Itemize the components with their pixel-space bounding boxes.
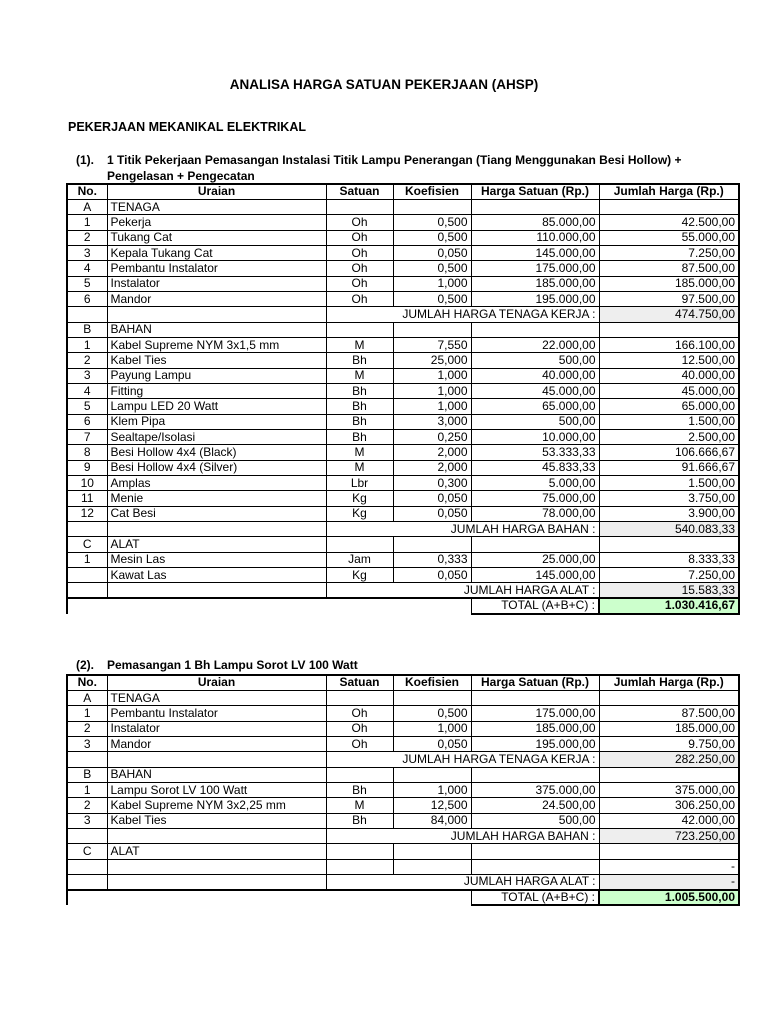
table-cell: 12 (67, 506, 107, 521)
group-label: BAHAN (107, 767, 326, 782)
table-cell: 0,050 (393, 506, 471, 521)
total-label: TOTAL (A+B+C) : (471, 890, 599, 905)
group-code: C (67, 844, 107, 859)
group-label: ALAT (107, 537, 326, 552)
table-cell: 185.000,00 (471, 276, 599, 291)
table-row (67, 383, 739, 398)
subtotal-row (67, 583, 739, 598)
subtotal-label: JUMLAH HARGA BAHAN : (326, 522, 599, 537)
empty-cell (393, 844, 471, 859)
table-cell: Amplas (107, 476, 326, 491)
table-cell: 40.000,00 (599, 368, 739, 383)
empty-cell (67, 752, 107, 767)
table-cell: Payung Lampu (107, 368, 326, 383)
table-cell: 12.500,00 (599, 353, 739, 368)
column-header: Jumlah Harga (Rp.) (599, 675, 739, 690)
table-cell: 1,000 (393, 276, 471, 291)
table-cell: 375.000,00 (471, 782, 599, 797)
page-subtitle: PEKERJAAN MEKANIKAL ELEKTRIKAL (68, 120, 306, 134)
table-cell: 1 (67, 706, 107, 721)
empty-cell (107, 752, 326, 767)
column-header: No. (67, 184, 107, 199)
table-row (67, 552, 739, 567)
table-cell: 24.500,00 (471, 798, 599, 813)
table-cell: 65.000,00 (471, 399, 599, 414)
subtotal-row (67, 752, 739, 767)
table-cell: 87.500,00 (599, 261, 739, 276)
table-row (67, 460, 739, 475)
subtotal-value: 723.250,00 (599, 828, 739, 843)
table-cell: 1,000 (393, 383, 471, 398)
table-row (67, 813, 739, 828)
table-cell: 1,000 (393, 721, 471, 736)
table-cell: 185.000,00 (599, 276, 739, 291)
table-cell: 53.333,33 (471, 445, 599, 460)
column-header: Satuan (326, 184, 393, 199)
table-row (67, 245, 739, 260)
table-cell: 1,000 (393, 368, 471, 383)
table-cell: 375.000,00 (599, 782, 739, 797)
table-cell: 3 (67, 813, 107, 828)
table-cell: Pekerja (107, 215, 326, 230)
table-row (67, 215, 739, 230)
table-row (67, 337, 739, 352)
table-cell (67, 568, 107, 583)
table-cell: 22.000,00 (471, 337, 599, 352)
table-cell: 0,050 (393, 568, 471, 583)
empty-cell (471, 322, 599, 337)
table-cell: 500,00 (471, 813, 599, 828)
subtotal-label: JUMLAH HARGA ALAT : (326, 874, 599, 889)
subtotal-label: JUMLAH HARGA TENAGA KERJA : (326, 752, 599, 767)
table-cell: 9 (67, 460, 107, 475)
table-cell: Pembantu Instalator (107, 261, 326, 276)
group-code: B (67, 767, 107, 782)
table-cell: 1 (67, 337, 107, 352)
empty-cell (393, 537, 471, 552)
table-cell: Kabel Ties (107, 813, 326, 828)
table-cell: 25,000 (393, 353, 471, 368)
section-title-line: 1 Titik Pekerjaan Pemasangan Instalasi Titik Lampu Penerangan (Tiang Menggunakan Besi Hollow) + (107, 153, 682, 167)
section-number: (2). (76, 658, 94, 672)
empty-cell (67, 598, 471, 613)
table-cell: 166.100,00 (599, 337, 739, 352)
empty-cell (393, 767, 471, 782)
section-1-heading (76, 152, 682, 183)
empty-cell (107, 522, 326, 537)
table-cell: 6 (67, 291, 107, 306)
subtotal-value: 15.583,33 (599, 583, 739, 598)
table-cell: Bh (326, 383, 393, 398)
total-value: 1.005.500,00 (599, 890, 739, 905)
group-code: A (67, 199, 107, 214)
empty-cell (326, 199, 393, 214)
total-label: TOTAL (A+B+C) : (471, 598, 599, 613)
table-cell: Oh (326, 230, 393, 245)
group-code: C (67, 537, 107, 552)
table-row (67, 291, 739, 306)
table-cell: 65.000,00 (599, 399, 739, 414)
subtotal-label: JUMLAH HARGA TENAGA KERJA : (326, 307, 599, 322)
table-cell: M (326, 337, 393, 352)
table-cell: 1.500,00 (599, 476, 739, 491)
table-row (67, 568, 739, 583)
subtotal-row (67, 522, 739, 537)
table-cell: Bh (326, 430, 393, 445)
subtotal-value: - (599, 874, 739, 889)
table-cell: M (326, 368, 393, 383)
table-cell: 185.000,00 (471, 721, 599, 736)
table-cell: 0,500 (393, 230, 471, 245)
empty-cell (471, 767, 599, 782)
table-cell: 78.000,00 (471, 506, 599, 521)
empty-cell (599, 322, 739, 337)
table-row (67, 491, 739, 506)
table-row (67, 445, 739, 460)
table-cell: 45.833,33 (471, 460, 599, 475)
table-row (67, 859, 739, 874)
table-row (67, 353, 739, 368)
table-row (67, 736, 739, 751)
table-cell: 4 (67, 261, 107, 276)
table-cell: 7,550 (393, 337, 471, 352)
subtotal-label: JUMLAH HARGA BAHAN : (326, 828, 599, 843)
ahsp-table-2 (66, 674, 740, 906)
table-cell: Instalator (107, 721, 326, 736)
table-cell: 10 (67, 476, 107, 491)
total-value: 1.030.416,67 (599, 598, 739, 613)
empty-cell (471, 199, 599, 214)
table-cell: 0,500 (393, 291, 471, 306)
table-row (67, 706, 739, 721)
table-cell: 45.000,00 (471, 383, 599, 398)
table-cell: 75.000,00 (471, 491, 599, 506)
group-row (67, 844, 739, 859)
table-cell: Bh (326, 399, 393, 414)
empty-cell (326, 322, 393, 337)
group-label: TENAGA (107, 199, 326, 214)
total-row (67, 598, 739, 613)
table-cell: 306.250,00 (599, 798, 739, 813)
empty-cell (107, 583, 326, 598)
table-cell: 11 (67, 491, 107, 506)
empty-cell (471, 690, 599, 705)
table-cell: 85.000,00 (471, 215, 599, 230)
table-cell: 5 (67, 276, 107, 291)
table-cell: Besi Hollow 4x4 (Black) (107, 445, 326, 460)
ahsp-table-1 (66, 183, 740, 615)
group-label: ALAT (107, 844, 326, 859)
empty-cell (326, 767, 393, 782)
table-cell: Kabel Supreme NYM 3x1,5 mm (107, 337, 326, 352)
table-cell: 145.000,00 (471, 568, 599, 583)
group-code: B (67, 322, 107, 337)
empty-cell (326, 537, 393, 552)
table-cell: 55.000,00 (599, 230, 739, 245)
table-cell: 195.000,00 (471, 291, 599, 306)
column-header: Jumlah Harga (Rp.) (599, 184, 739, 199)
empty-cell (67, 874, 107, 889)
table-cell (393, 859, 471, 874)
table-cell: 1.500,00 (599, 414, 739, 429)
table-row (67, 414, 739, 429)
table-cell: Oh (326, 706, 393, 721)
table-cell: Oh (326, 721, 393, 736)
subtotal-row (67, 307, 739, 322)
table-cell: 42.000,00 (599, 813, 739, 828)
table-row (67, 261, 739, 276)
table-cell: 0,500 (393, 706, 471, 721)
table-cell: 0,300 (393, 476, 471, 491)
empty-cell (471, 844, 599, 859)
section-number: (1). (76, 153, 94, 167)
empty-cell (326, 844, 393, 859)
table-cell: Oh (326, 736, 393, 751)
subtotal-row (67, 828, 739, 843)
table-cell: Oh (326, 261, 393, 276)
group-label: TENAGA (107, 690, 326, 705)
subtotal-row (67, 874, 739, 889)
empty-cell (599, 690, 739, 705)
table-cell: Oh (326, 215, 393, 230)
table-cell: 2.500,00 (599, 430, 739, 445)
table-cell: Bh (326, 782, 393, 797)
table-cell: Instalator (107, 276, 326, 291)
table-cell: Mandor (107, 736, 326, 751)
group-row (67, 690, 739, 705)
table-row (67, 798, 739, 813)
column-header: Koefisien (393, 184, 471, 199)
group-code: A (67, 690, 107, 705)
column-header: Harga Satuan (Rp.) (471, 675, 599, 690)
table-cell: 1 (67, 215, 107, 230)
table-cell (67, 859, 107, 874)
table-cell: 84,000 (393, 813, 471, 828)
table-cell: Bh (326, 813, 393, 828)
table-cell: Kawat Las (107, 568, 326, 583)
empty-cell (67, 583, 107, 598)
table-cell: Kabel Supreme NYM 3x2,25 mm (107, 798, 326, 813)
table-cell: M (326, 460, 393, 475)
table-cell: Oh (326, 276, 393, 291)
table-cell: 175.000,00 (471, 261, 599, 276)
group-row (67, 537, 739, 552)
column-header: Koefisien (393, 675, 471, 690)
empty-cell (67, 890, 471, 905)
table-cell: 175.000,00 (471, 706, 599, 721)
empty-cell (393, 322, 471, 337)
table-cell: 5.000,00 (471, 476, 599, 491)
column-header: Harga Satuan (Rp.) (471, 184, 599, 199)
section-2-heading (76, 657, 358, 673)
table-cell: 2,000 (393, 460, 471, 475)
table-cell: 195.000,00 (471, 736, 599, 751)
section-title-line: Pengelasan + Pengecatan (107, 169, 255, 183)
table-cell: 87.500,00 (599, 706, 739, 721)
table-cell: Pembantu Instalator (107, 706, 326, 721)
table-cell: Jam (326, 552, 393, 567)
group-row (67, 767, 739, 782)
table-cell: Klem Pipa (107, 414, 326, 429)
table-cell: - (599, 859, 739, 874)
table-cell: 40.000,00 (471, 368, 599, 383)
table-cell: 45.000,00 (599, 383, 739, 398)
table-cell: 3,000 (393, 414, 471, 429)
empty-cell (67, 307, 107, 322)
empty-cell (107, 874, 326, 889)
table-cell (326, 859, 393, 874)
table-cell: 7 (67, 430, 107, 445)
table-cell: Mandor (107, 291, 326, 306)
table-cell: Oh (326, 245, 393, 260)
column-header: No. (67, 675, 107, 690)
empty-cell (326, 690, 393, 705)
table-header-row (67, 675, 739, 690)
table-cell: 97.500,00 (599, 291, 739, 306)
table-cell: Lampu Sorot LV 100 Watt (107, 782, 326, 797)
table-cell: 1 (67, 782, 107, 797)
table-cell: 9.750,00 (599, 736, 739, 751)
page-title: ANALISA HARGA SATUAN PEKERJAAN (AHSP) (229, 77, 539, 92)
empty-cell (67, 828, 107, 843)
empty-cell (599, 767, 739, 782)
table-cell: 145.000,00 (471, 245, 599, 260)
table-cell: Lampu LED 20 Watt (107, 399, 326, 414)
table-cell: 106.666,67 (599, 445, 739, 460)
column-header: Uraian (107, 675, 326, 690)
subtotal-value: 540.083,33 (599, 522, 739, 537)
table-row (67, 721, 739, 736)
subtotal-value: 282.250,00 (599, 752, 739, 767)
table-cell: 3 (67, 368, 107, 383)
empty-cell (599, 199, 739, 214)
table-cell: 91.666,67 (599, 460, 739, 475)
table-cell: 0,050 (393, 736, 471, 751)
table-cell (471, 859, 599, 874)
table-cell: 5 (67, 399, 107, 414)
section-title-line: Pemasangan 1 Bh Lampu Sorot LV 100 Watt (107, 658, 358, 672)
table-cell: 2 (67, 230, 107, 245)
empty-cell (107, 828, 326, 843)
table-cell: 0,050 (393, 245, 471, 260)
table-cell: 7.250,00 (599, 245, 739, 260)
table-cell: 2 (67, 721, 107, 736)
table-row (67, 476, 739, 491)
table-row (67, 782, 739, 797)
empty-cell (393, 199, 471, 214)
table-cell: Kg (326, 568, 393, 583)
column-header: Uraian (107, 184, 326, 199)
table-cell: 0,500 (393, 261, 471, 276)
total-row (67, 890, 739, 905)
table-cell: 0,333 (393, 552, 471, 567)
table-cell: 3 (67, 736, 107, 751)
empty-cell (393, 690, 471, 705)
table-cell: Bh (326, 353, 393, 368)
group-label: BAHAN (107, 322, 326, 337)
table-cell: 185.000,00 (599, 721, 739, 736)
table-cell: Tukang Cat (107, 230, 326, 245)
table-header-row (67, 184, 739, 199)
table-cell: 10.000,00 (471, 430, 599, 445)
table-cell: Oh (326, 291, 393, 306)
empty-cell (599, 537, 739, 552)
table-cell: M (326, 445, 393, 460)
table-cell: 500,00 (471, 414, 599, 429)
empty-cell (107, 307, 326, 322)
table-cell: 0,050 (393, 491, 471, 506)
table-row (67, 230, 739, 245)
table-cell: 2,000 (393, 445, 471, 460)
table-cell (107, 859, 326, 874)
table-cell: 110.000,00 (471, 230, 599, 245)
table-row (67, 368, 739, 383)
table-cell: Cat Besi (107, 506, 326, 521)
table-row (67, 399, 739, 414)
subtotal-value: 474.750,00 (599, 307, 739, 322)
table-cell: Bh (326, 414, 393, 429)
table-cell: Mesin Las (107, 552, 326, 567)
table-cell: Besi Hollow 4x4 (Silver) (107, 460, 326, 475)
table-cell: Fitting (107, 383, 326, 398)
table-cell: 1,000 (393, 782, 471, 797)
table-cell: Sealtape/Isolasi (107, 430, 326, 445)
table-cell: Kabel Ties (107, 353, 326, 368)
table-cell: 3.750,00 (599, 491, 739, 506)
table-cell: 8 (67, 445, 107, 460)
table-cell: 1 (67, 552, 107, 567)
empty-cell (599, 844, 739, 859)
table-cell: 2 (67, 798, 107, 813)
table-cell: 0,500 (393, 215, 471, 230)
table-cell: 500,00 (471, 353, 599, 368)
table-cell: 3 (67, 245, 107, 260)
table-cell: 6 (67, 414, 107, 429)
table-cell: 25.000,00 (471, 552, 599, 567)
table-cell: Kg (326, 491, 393, 506)
table-cell: Kepala Tukang Cat (107, 245, 326, 260)
table-row (67, 276, 739, 291)
column-header: Satuan (326, 675, 393, 690)
empty-cell (471, 537, 599, 552)
subtotal-label: JUMLAH HARGA ALAT : (326, 583, 599, 598)
table-cell: 12,500 (393, 798, 471, 813)
table-cell: 42.500,00 (599, 215, 739, 230)
group-row (67, 199, 739, 214)
table-cell: 2 (67, 353, 107, 368)
table-cell: 3.900,00 (599, 506, 739, 521)
table-cell: 4 (67, 383, 107, 398)
table-cell: 1,000 (393, 399, 471, 414)
table-cell: Lbr (326, 476, 393, 491)
table-cell: 7.250,00 (599, 568, 739, 583)
table-cell: Kg (326, 506, 393, 521)
group-row (67, 322, 739, 337)
table-cell: 8.333,33 (599, 552, 739, 567)
table-row (67, 430, 739, 445)
empty-cell (67, 522, 107, 537)
table-cell: Menie (107, 491, 326, 506)
table-row (67, 506, 739, 521)
table-cell: 0,250 (393, 430, 471, 445)
table-cell: M (326, 798, 393, 813)
